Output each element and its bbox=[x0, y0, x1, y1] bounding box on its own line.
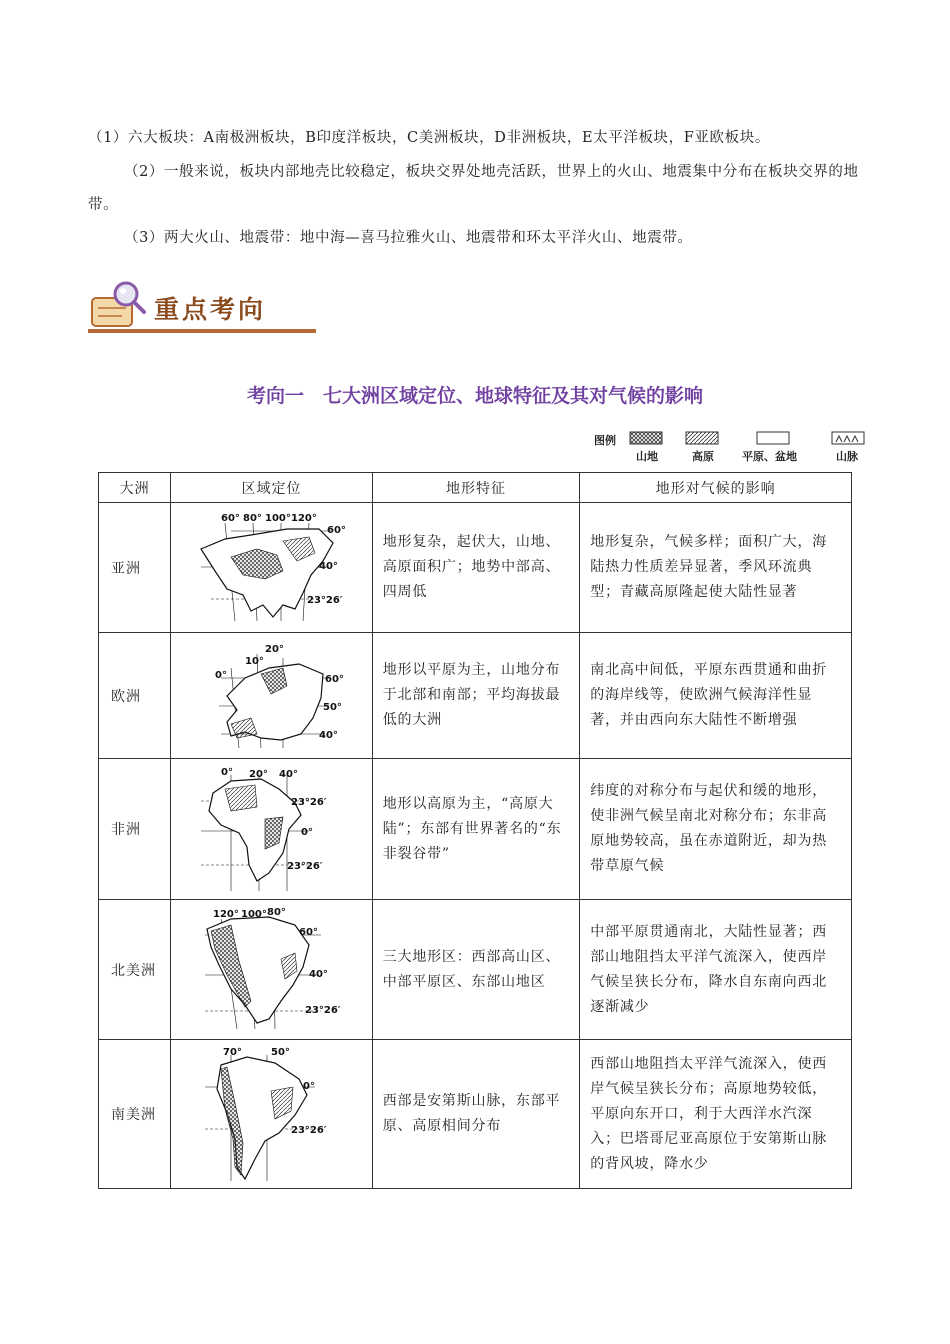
legend-item-plateau: 高原 bbox=[692, 450, 714, 463]
header-terrain: 地形特征 bbox=[372, 473, 580, 503]
coord-label: 23°26′ bbox=[307, 594, 343, 606]
intro-paragraph-3: （3）两大火山、地震带：地中海—喜马拉雅火山、地震带和环太平洋火山、地震带。 bbox=[124, 230, 693, 246]
asia-map bbox=[171, 503, 373, 633]
terrain-feature: 地形以平原为主，山地分布于北部和南部；平均海拔最低的大洲 bbox=[372, 633, 580, 759]
continent-name: 欧洲 bbox=[99, 633, 171, 759]
coord-label: 100° bbox=[265, 512, 292, 524]
coord-label: 70° bbox=[223, 1047, 243, 1058]
map-legend bbox=[592, 430, 872, 466]
table-row-asia bbox=[99, 503, 852, 633]
climate-influence: 中部平原贯通南北，大陆性显著；西部山地阻挡太平洋气流深入，使西岸气候呈狭长分布，降水自东南向西北逐渐减少 bbox=[580, 900, 852, 1040]
coord-label: 50° bbox=[323, 701, 343, 713]
coord-label: 0° bbox=[215, 669, 228, 681]
coord-label: 20° bbox=[265, 643, 285, 655]
table-row-africa bbox=[99, 759, 852, 900]
continent-name: 非洲 bbox=[99, 759, 171, 900]
coord-label: 40° bbox=[319, 560, 339, 572]
coord-label: 80° bbox=[267, 906, 287, 918]
legend-swatch-mountain bbox=[630, 432, 662, 444]
coord-label: 80° bbox=[243, 512, 263, 524]
coord-label: 60° bbox=[325, 673, 345, 685]
coord-label: 23°26′ bbox=[291, 1125, 327, 1136]
banner-title: 重点考向 bbox=[154, 295, 267, 324]
intro-paragraph-2: （2）一般来说，板块内部地壳比较稳定，板块交界处地壳活跃，世界上的火山、地震集中分布在板块交界的地带。 bbox=[88, 164, 859, 213]
africa-map bbox=[171, 759, 373, 900]
terrain-feature: 西部是安第斯山脉，东部平原、高原相间分布 bbox=[372, 1040, 580, 1189]
legend-label: 图例 bbox=[594, 434, 616, 447]
north-america-map bbox=[171, 900, 373, 1040]
continent-name: 亚洲 bbox=[99, 503, 171, 633]
terrain-feature: 三大地形区：西部高山区、中部平原区、东部山地区 bbox=[372, 900, 580, 1040]
coord-label: 23°26′ bbox=[287, 861, 323, 872]
coord-label: 0° bbox=[221, 767, 234, 778]
key-points-banner bbox=[88, 278, 318, 336]
legend-item-plain: 平原、盆地 bbox=[742, 450, 797, 463]
coord-label: 60° bbox=[221, 512, 241, 524]
coord-label: 120° bbox=[213, 908, 240, 920]
table-header-row bbox=[99, 473, 852, 503]
coord-label: 120° bbox=[291, 512, 318, 524]
climate-influence: 西部山地阻挡太平洋气流深入，使西岸气候呈狭长分布；高原地势较低，平原向东开口，利于大西洋水汽深入；巴塔哥尼亚高原位于安第斯山脉的背风坡，降水少 bbox=[580, 1040, 852, 1189]
continents-table bbox=[98, 472, 852, 1189]
coord-label: 0° bbox=[303, 1081, 316, 1092]
coord-label: 50° bbox=[271, 1047, 291, 1058]
magnifier-notebook-icon bbox=[88, 278, 150, 330]
europe-map bbox=[171, 633, 373, 759]
header-continent: 大洲 bbox=[99, 473, 171, 503]
legend-item-mountain: 山地 bbox=[636, 450, 658, 463]
table-row-south-america bbox=[99, 1040, 852, 1189]
coord-label: 10° bbox=[245, 655, 265, 667]
coord-label: 40° bbox=[279, 769, 299, 780]
coord-label: 23°26′ bbox=[291, 797, 327, 808]
coord-label: 60° bbox=[299, 926, 319, 938]
climate-influence: 南北高中间低，平原东西贯通和曲折的海岸线等，使欧洲气候海洋性显著，并由西向东大陆性不断增强 bbox=[580, 633, 852, 759]
coord-label: 0° bbox=[301, 827, 314, 838]
legend-swatch-plateau bbox=[686, 432, 718, 444]
continent-name: 南美洲 bbox=[99, 1040, 171, 1189]
climate-influence: 纬度的对称分布与起伏和缓的地形，使非洲气候呈南北对称分布；东非高原地势较高，虽在赤道附近，却为热带草原气候 bbox=[580, 759, 852, 900]
coord-label: 23°26′ bbox=[305, 1004, 341, 1016]
legend-swatch-plain bbox=[757, 432, 789, 444]
climate-influence: 地形复杂，气候多样；面积广大，海陆热力性质差异显著，季风环流典型；青藏高原隆起使大陆性显著 bbox=[580, 503, 852, 633]
table-row-north-america bbox=[99, 900, 852, 1040]
banner-underline bbox=[88, 329, 316, 333]
coord-label: 20° bbox=[249, 769, 269, 780]
coord-label: 40° bbox=[309, 968, 329, 980]
header-location: 区域定位 bbox=[171, 473, 373, 503]
coord-label: 40° bbox=[319, 729, 339, 741]
continent-name: 北美洲 bbox=[99, 900, 171, 1040]
terrain-feature: 地形复杂，起伏大，山地、高原面积广；地势中部高、四周低 bbox=[372, 503, 580, 633]
coord-label: 100° bbox=[241, 908, 268, 920]
intro-paragraph-1: （1）六大板块：A南极洲板块，B印度洋板块，C美洲板块，D非洲板块，E太平洋板块，F亚欧板块。 bbox=[88, 130, 770, 146]
legend-item-range: 山脉 bbox=[836, 450, 858, 463]
coord-label: 60° bbox=[327, 524, 347, 536]
table-row-europe bbox=[99, 633, 852, 759]
terrain-feature: 地形以高原为主，“高原大陆”；东部有世界著名的“东非裂谷带” bbox=[372, 759, 580, 900]
header-climate-influence: 地形对气候的影响 bbox=[580, 473, 852, 503]
section-title: 考向一 七大洲区域定位、地球特征及其对气候的影响 bbox=[246, 385, 703, 407]
south-america-map bbox=[171, 1040, 373, 1189]
